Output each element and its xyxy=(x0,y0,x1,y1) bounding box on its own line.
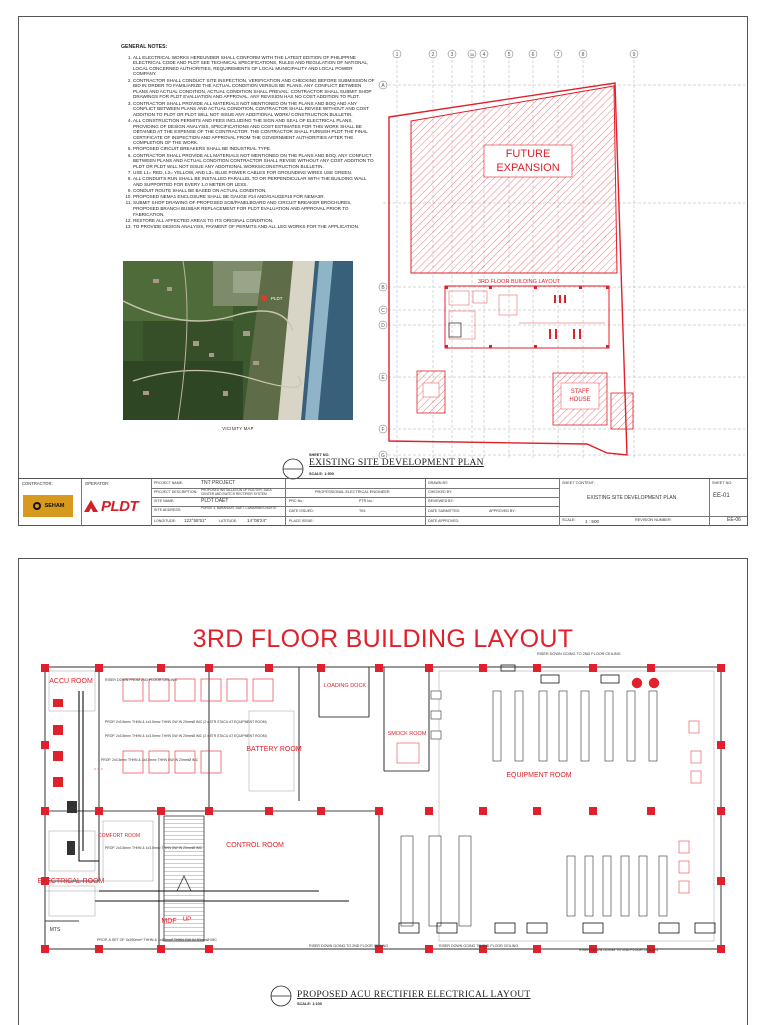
conduit-callout: PROP. 2x3.5mm² THHN & 1x3.5mm² THHN GW IN 20mmØ IMC xyxy=(101,758,199,762)
scale-label: SCALE: xyxy=(562,518,576,522)
seham-emblem-icon xyxy=(32,501,42,511)
project-name-label: PROJECT NAME: xyxy=(154,481,184,485)
latitude: 14°08'24" xyxy=(247,518,267,523)
site-address: PUROK 3, BARANGAY, DAET, CAMARINES NORTE xyxy=(201,506,277,510)
grid-label: A xyxy=(381,83,385,89)
expansion-label: EXPANSION xyxy=(496,162,560,174)
operator-label: OPERATOR: xyxy=(85,481,110,486)
up-label: UP xyxy=(182,917,192,923)
note-item: 5. PROPOSED CIRCUIT BREAKERS SHALL BE INDUSTRIAL TYPE. xyxy=(133,146,375,152)
tin-label: TIN: xyxy=(359,509,366,513)
layout-drawing-title: PROPOSED ACU RECTIFIER ELECTRICAL LAYOUT xyxy=(297,990,531,1000)
site-name: PLDT DAET xyxy=(201,498,229,504)
equipment-room-label: EQUIPMENT ROOM xyxy=(506,772,572,779)
date-issued-label: DATE ISSUED: xyxy=(289,509,314,513)
sheet-no-label: SHEET NO. xyxy=(712,481,733,485)
comfort-room-label: COMFORT ROOM xyxy=(97,833,141,839)
accu-room-label: ACCU ROOM xyxy=(49,678,93,685)
note-item: 8. ALL CONDUITS RUN SHALL BE INSTALLED PARALLEL TO OR PERPENDICULAR WITH THE BUILDING WALL AND SUPPORTED FOR EVERY 1.0 METER OR LESS. xyxy=(133,176,375,187)
grid-label: 7 xyxy=(556,52,560,58)
feeder-callout: PROP. A SET OF 3x250mm² THHN & 1x60mm² THHN GW IN 80mmØ IMC xyxy=(97,938,217,942)
grid-label: F xyxy=(381,427,385,433)
longitude-label: LONGITUDE: xyxy=(154,519,176,523)
layout-title xyxy=(269,979,569,1009)
note-item: 6. CONTRACTOR SHALL PROVIDE ALL MATERIALS NOT MENTIONED ON THE PLANS AND BOQ. ANY CONFLICT BETWEEN PLANS AND ACTUAL CONDITION CONTRACTOR SHALL REVISE WITHOUT ANY COST ADDITION TO PLDT OR PLDT WILL NOT ISSUE ANY ADDITIONAL WORKS/CONSTRUCTION BULLETIN. xyxy=(133,153,375,170)
grid-label: 1 xyxy=(395,52,399,58)
checked-by-label: CHECKED BY: xyxy=(428,490,453,494)
grid-label: 6 xyxy=(531,52,535,58)
note-item: 9. CONDUIT ROUTE SHALL BE BASED ON ACTUAL CONDITION. xyxy=(133,188,375,194)
vicinity-map-caption: VICINITY MAP xyxy=(222,426,254,431)
reviewed-by-label: REVIEWED BY: xyxy=(428,499,454,503)
project-desc-label: PROJECT DESCRIPTION: xyxy=(154,490,198,494)
latitude-label: LATITUDE: xyxy=(219,519,238,523)
mts-label: MTS xyxy=(49,927,61,933)
site-development-plan-drawing xyxy=(349,33,747,463)
future-label: FUTURE xyxy=(505,148,551,160)
smock-room-label: SMOCK ROOM xyxy=(387,731,427,737)
conduit-callout: PROP. 2x3.5mm² THHN & 1x3.5mm² THHN GW IN 20mmØ IMC (2 x 5TR STACU AT EQUIPMENT ROOM) xyxy=(105,734,267,738)
sheet-no: EE-01 xyxy=(713,493,730,499)
pldt-logo-text: PLDT xyxy=(101,497,139,515)
site-plan-title xyxy=(281,453,501,481)
general-notes xyxy=(121,45,375,230)
battery-room-label: BATTERY ROOM xyxy=(246,746,302,753)
sheet-total: EE-06 xyxy=(727,517,741,523)
floor-layout-sheet xyxy=(18,558,748,1025)
conduit-callout: PROP. 2x3.5mm² THHN & 1x3.5mm² THHN GW IN 20mmØ IMC (2 x 3TR STACU AT EQUIPMENT ROOM) xyxy=(105,720,267,724)
revision-label: REVISION NUMBER: xyxy=(635,518,672,522)
riser-bottom-callout: RISER DOWN GOING TO 2ND FLOOR CEILING xyxy=(309,944,389,948)
riser-top-callout: RISER DOWN GOING TO 2ND FLOOR CEILING xyxy=(537,652,621,656)
riser-accu-callout: RISER DOWN FROM 2ND FLOOR CEILING xyxy=(105,678,177,682)
pldt-logo xyxy=(83,495,153,517)
note-item: 10. PROPOSED NEMA1 ENCLOSURE SHALL BE GAUGE #14 AND/GAUGE#16 FOR NEMA3R. xyxy=(133,194,375,200)
note-item: 4. ALL CONSTRUCTION PERMITS AND FEES INCLUDING THE SIGN AND SEAL OF ELECTRICAL PLANS, PROVIDING OF DESIGN ANALYSIS, SPECIFICATIONS AND COST ESTIMATES FOR THIS WORK SHALL BE OBTAINED AT THE EXPENSE OF THE CONTRACTOR. THE CONTRACTOR SHALL FURNISH PLDT THE FINAL CERTIFICATE OF INSPECTION AND APPROVAL FROM THE GOVERNMENT AUTHORITIES AFTER THE COMPLETION OF THE WORK. xyxy=(133,118,375,146)
pldt-emblem-icon xyxy=(83,498,99,514)
site-name-label: SITE NAME: xyxy=(154,499,175,503)
note-item: 3. CONTRACTOR SHALL PROVIDE ALL MATERIALS NOT MENTIONED ON THE PLANS AND BOQ AND ANY CONFLICT BETWEEN PLANS AND ACTUAL CONDITION, CONTRACTOR SHALL REVISE WITHOUT AND COST ADDITION TO PLDT OR PLDT WILL NOT ISSUE ANY ADDITIONAL WORK/ CONSTRUCTION BULLETIN. xyxy=(133,101,375,118)
prc-label: PRC No.: xyxy=(289,499,305,503)
grid-label: E xyxy=(381,375,385,381)
building-layout-label: 3RD FLOOR BUILDING LAYOUT xyxy=(477,279,561,285)
grid-label: C xyxy=(381,308,385,314)
scale-value: 1 : 500 xyxy=(585,519,600,524)
control-room-label: CONTROL ROOM xyxy=(226,842,284,849)
grid-label: 3 xyxy=(450,52,454,58)
drawing-title: EXISTING SITE DEVELOPMENT PLAN xyxy=(309,458,484,468)
drawing-scale: SCALE: 1:500 xyxy=(309,472,334,476)
riser-bottom-callout: RISER DOWN GOING TO 2ND FLOOR CEILING xyxy=(439,944,519,948)
site-plan-sheet xyxy=(18,16,748,526)
layout-drawing-scale: SCALE: 1:100 xyxy=(297,1002,322,1006)
house-label: HOUSE xyxy=(569,397,591,403)
note-item: 12. RESTORE ALL AFFECTED AREAS TO ITS ORIGINAL CONDITION. xyxy=(133,218,375,224)
grid-label: 2 xyxy=(431,52,435,58)
grid-label: 8 xyxy=(581,52,585,58)
grid-label: B xyxy=(381,285,385,291)
staff-label: STAFF xyxy=(570,389,590,395)
electrical-room-label: ELECTRICAL ROOM xyxy=(37,878,105,885)
project-desc: PROPOSED INSTALLATION OF ROUTER, DATA CENTER AND SWITCH RECTIFIER SYSTEM xyxy=(201,488,272,496)
contractor-label: CONTRACTOR: xyxy=(22,481,53,486)
grid-label: 4 xyxy=(482,52,486,58)
seham-logo-text: SEHAM xyxy=(44,503,65,509)
sheet-content: EXISTING SITE DEVELOPMENT PLAN xyxy=(587,495,677,501)
note-item: 2. CONTRACTOR SHALL CONDUCT SITE INSPECTION, VERIFICATION AND CHECKING BEFORE SUBMISSION OF BID IN ORDER TO FAMILIARIZE THE ACTUAL CONDITION VERSUS BE PLANS. ANY CONFLICT BETWEEN PLANS AND ACTUAL CONDITION, ACTUAL CONDITION SHALL PREVAIL. CONTRACTOR SHALL SUBMIT SHOP DRAWINGS FOR PLDT EVALUATION AND APPROVAL. ANY REVISION HAS NO COST ADDITION TO PLDT. xyxy=(133,78,375,100)
riser-bottom-callout: RISER DOWN GOING TO 2ND FLOOR CEILING xyxy=(579,948,659,952)
drawn-by-label: DRAWN BY: xyxy=(428,481,449,485)
loading-dock-label: LOADING DOCK xyxy=(323,683,367,689)
section-marker-icon xyxy=(269,984,293,1008)
sheet-content-label: SHEET CONTENT: xyxy=(562,481,595,485)
title-block xyxy=(19,478,747,526)
note-item: 7. USE L1= RED, L2= YELLOW, AND L3= BLUE POWER CABLES FOR GROUNDING WIRES USE GREEN. xyxy=(133,170,375,176)
date-approved-label: DATE APPROVED: xyxy=(428,519,460,523)
notes-heading: GENERAL NOTES: xyxy=(121,44,168,50)
seham-logo xyxy=(23,495,73,517)
place-issue-label: PLACE ISSUE: xyxy=(289,519,314,523)
note-item: 11. SUBMIT SHOP DRAWING OF PROPOSED SCB/PANELBOARD AND CIRCUIT BREAKER BROCHURES, PROPOSED BRANCH BUSBAR REPLACEMENT FOR PLDT EVALUATION AND APPROVAL PRIOR TO FABRICATION. xyxy=(133,200,375,217)
sheet-code-label: SHEET NO. xyxy=(309,453,330,457)
note-item: 13. TO PROVIDE DESIGN ANALYSIS, PAYMENT OF PERMITS AND ALL LEG WORKS FOR THE APPLICATION. xyxy=(133,224,375,230)
floor-layout-drawing xyxy=(19,651,747,981)
grid-label: 3A xyxy=(469,53,475,57)
note-item: 1. ALL ELECTRICAL WORKS HEREUNDER SHALL CONFORM WITH THE LATEST EDITION OF PHILIPPINE ELECTRICAL CODE AND PLDT SEE TECHNICAL SPECIFICATIONS, RULES AND REGULATION OF NATIONAL, LOCAL CONCERNED AUTHORITIES, REQUIREMENTS OF LOCAL MUNICIPALITY AND LOCAL POWER COMPANY. xyxy=(133,55,375,77)
grid-label: 5 xyxy=(507,52,511,58)
svg-text:PLDT: PLDT xyxy=(271,296,283,301)
grid-label: D xyxy=(381,323,385,329)
project-name: TNT PROJECT xyxy=(201,480,236,486)
notes-list xyxy=(121,55,375,230)
mdf-label: MDF xyxy=(161,918,177,925)
vicinity-map-image xyxy=(123,261,353,420)
ptr-label: PTR No.: xyxy=(359,499,374,503)
grid-label: G xyxy=(381,453,385,459)
floor-layout-heading: 3RD FLOOR BUILDING LAYOUT xyxy=(192,625,574,653)
site-address-label: SITE ADDRESS: xyxy=(154,508,182,512)
conduit-callout: PROP. 2x3.5mm² THHN & 1x3.5mm² THHN GW IN 20mmØ IMC xyxy=(105,846,203,850)
longitude: 122°58'51" xyxy=(184,518,207,523)
date-submitted-label: DATE SUBMITTED: xyxy=(428,509,461,513)
grid-label: 9 xyxy=(632,52,636,58)
approved-by-label: APPROVED BY: xyxy=(489,509,516,513)
pee-label: PROFESSIONAL ELECTRICAL ENGINEER xyxy=(315,490,390,494)
